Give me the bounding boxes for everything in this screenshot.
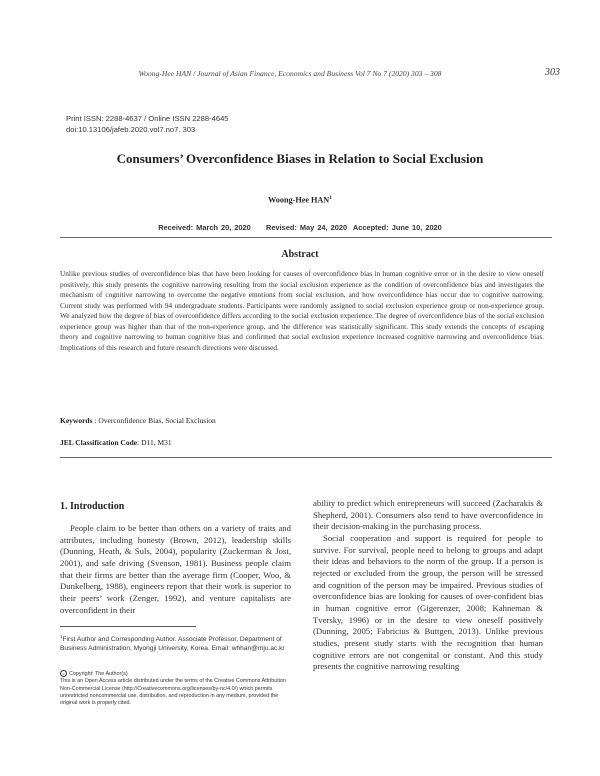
- intro-right-paragraph-2: Social cooperation and support is required for people to survive. For survival, people need to belong to groups and adapt their ideas and behaviors to the norm of the group. If a person is rejected or excluded from the group, the person will be stressed and cognition of the person may be impaired. Previous studies of overconfidence bias are looking for causes of over-confident bias in human cognitive error (Gigerenzer, 2008; Kahneman & Tversky, 1996) or in the desire to view oneself positively (Dunning, 2005; Fabricius & Buttgen, 2013). Unlike previous studies, present study starts with the recognition that human cognitive errors are not congenital or constant. And this study presents the cognitive narrowing resulting: [313, 532, 543, 672]
- submission-dates: Received: March 20, 2020 Revised: May 24, 2020 Accepted: June 10, 2020: [158, 223, 442, 232]
- copyright-icon: c: [60, 670, 67, 677]
- jel-value: D11, M31: [141, 438, 172, 447]
- copyright-heading: Copyright: The Author(s): [69, 670, 128, 677]
- footnote-text: First Author and Corresponding Author. Associate Professor, Department of Business Administration, Myongji University, Korea. Email: whhan@mju.ac.kr: [60, 636, 285, 652]
- running-header: Woong-Hee HAN / Journal of Asian Finance, Economics and Business Vol 7 No 7 (2020) 303 – 308: [138, 69, 442, 78]
- keywords-value: Overconfidence Bias, Social Exclusion: [98, 416, 216, 425]
- jel-line: [60, 438, 172, 447]
- section-heading-introduction: 1. Introduction: [60, 501, 125, 512]
- keywords-line: [60, 416, 216, 425]
- copyright-line: [60, 670, 291, 678]
- keywords-label: Keywords: [60, 416, 93, 425]
- divider-bottom: [60, 457, 552, 458]
- intro-right-paragraph-1: ability to predict which entrepreneurs will succeed (Zacharakis & Shepherd, 2001). Consumers also tend to have overconfidence in their decision-making in the purchasing process.: [313, 498, 543, 532]
- author-footnote: [60, 633, 291, 653]
- doi-line: doi:10.13106/jafeb.2020.vol7.no7. 303: [66, 125, 196, 134]
- paper-title: Consumers’ Overconfidence Biases in Relation to Social Exclusion: [116, 151, 484, 166]
- page-number: 303: [545, 67, 560, 78]
- issn-line: Print ISSN: 2288-4637 / Online ISSN 2288-4645: [66, 114, 229, 123]
- abstract-body: Unlike previous studies of overconfidence bias that have been looking for causes of overconfidence bias in human cognitive error or in the desire to view oneself positively, this study presents the cognitive narrowing resulting from the social exclusion experience as the condition of overconfidence bias and investigates the mechanism of cognitive narrowing to overcome the negative emotions from social exclusion, and how overconfidence bias occur due to cognitive narrowing. Current study was performed with 94 undergraduate students. Participants were randomly assigned to social exclusion experience group or non-experience group. We analyzed how the degree of bias of overconfidence differs according to the social exclusion experience. The degree of overconfidence bias of the social exclusion experience group was higher than that of the non-experience group, and the difference was statistically significant. This study extends the concepts of escaping theory and cognitive narrowing to human cognitive bias and confirmed that social exclusion experience increased cognitive narrowing and overconfidence bias. Implications of this research and future research directions were discussed.: [60, 269, 544, 352]
- intro-left-paragraph: People claim to be better than others on a variety of traits and attributes, including honesty (Brown, 2012), leadership skills (Dunning, Heath, & Suls, 2004), popularity (Zuckerman & Jost, 2001), and safe driving (Svenson, 1981). Business people claim that their firms are better than the average firm (Cooper, Woo, & Dunkelberg, 1988), engineers report that their work is superior to their peers’ work (Zenger, 1992), and venture capitalists are overconfident in their: [60, 523, 291, 615]
- abstract-heading: Abstract: [281, 249, 319, 260]
- footnote-divider: [60, 626, 196, 627]
- footnote-mark: 1: [60, 634, 63, 639]
- keywords-separator: :: [92, 416, 99, 425]
- author-name: [40, 195, 560, 205]
- author-footnote-mark: 1: [329, 195, 332, 201]
- jel-label: JEL Classification Code: [60, 438, 138, 447]
- license-note: [60, 670, 291, 707]
- intro-right-column: [313, 498, 543, 673]
- license-text: This is an Open Access article distributed under the terms of the Creative Commons Attribution Non-Commercial License (http://Creativecommons.org/licenses/by-nc/4.0/) which permits unrestricted noncommercial use, distribution, and reproduction in any medium, provided the original work is properly cited.: [60, 678, 286, 707]
- author-name-text: Woong-Hee HAN: [268, 195, 330, 205]
- jel-separator: :: [137, 438, 142, 447]
- divider-top: [60, 237, 552, 238]
